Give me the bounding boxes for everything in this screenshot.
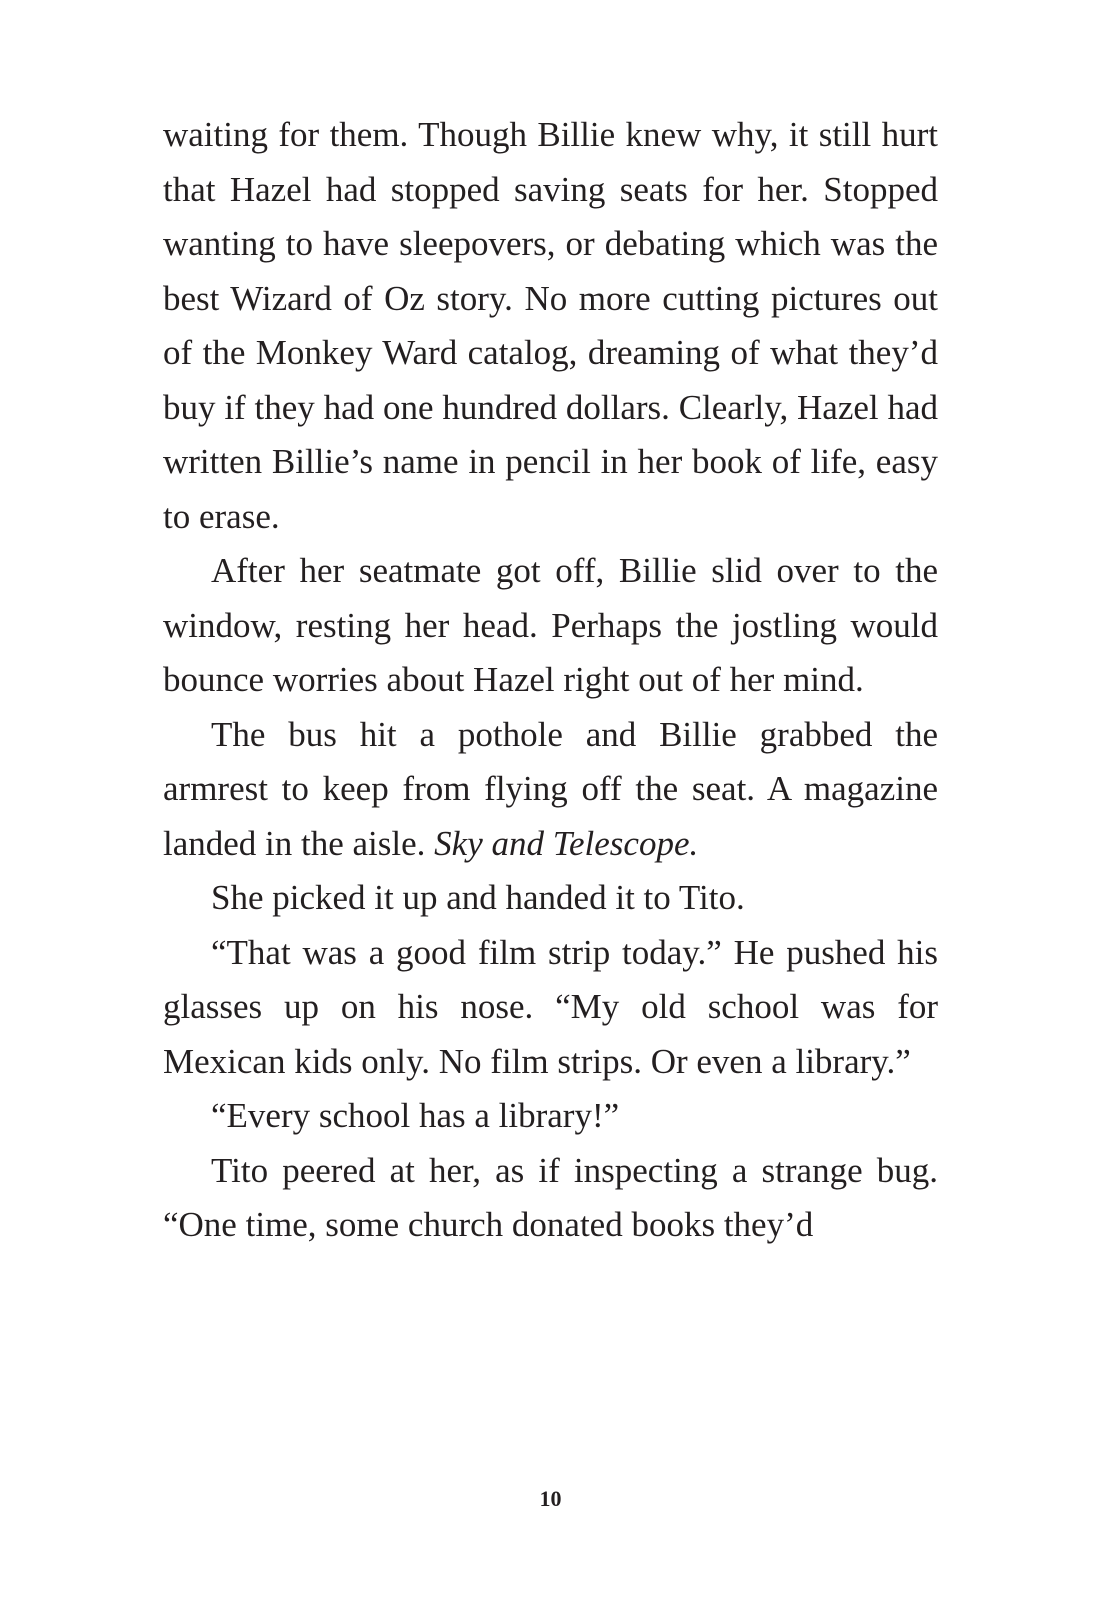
paragraph-3 — [163, 708, 938, 872]
paragraph-6: “Every school has a library!” — [211, 1096, 620, 1135]
magazine-title: Sky and Telescope. — [434, 823, 699, 863]
page-number: 10 — [539, 1486, 562, 1511]
paragraph-2: After her seatmate got off, Billie slid over to the window, resting her head. Perhaps the jostling would bounce worries about Hazel right out of her mind. — [163, 551, 938, 699]
paragraph-3-text: The bus hit a pothole and Billie grabbed the armrest to keep from flying off the seat. A magazine landed in the aisle. — [163, 714, 938, 863]
paragraph-7: Tito peered at her, as if inspecting a strange bug. “One time, some church donated books they’d — [163, 1150, 938, 1244]
paragraph-4: She picked it up and handed it to Tito. — [211, 878, 745, 917]
body-text — [163, 108, 938, 1253]
paragraph-1: waiting for them. Though Billie knew why, it still hurt that Hazel had stopped saving seats for her. Stopped wanting to have sleepovers, or debating which was the best Wizard of Oz story. No more cutting pictures out of the Monkey Ward catalog, dreaming of what they’d buy if they had one hundred dollars. Clearly, Hazel had written Billie’s name in pencil in her book of life, easy to erase. — [163, 115, 938, 536]
paragraph-5: “That was a good film strip today.” He pushed his glasses up on his nose. “My old school was for Mexican kids only. No film strips. Or even a library.” — [163, 932, 938, 1081]
